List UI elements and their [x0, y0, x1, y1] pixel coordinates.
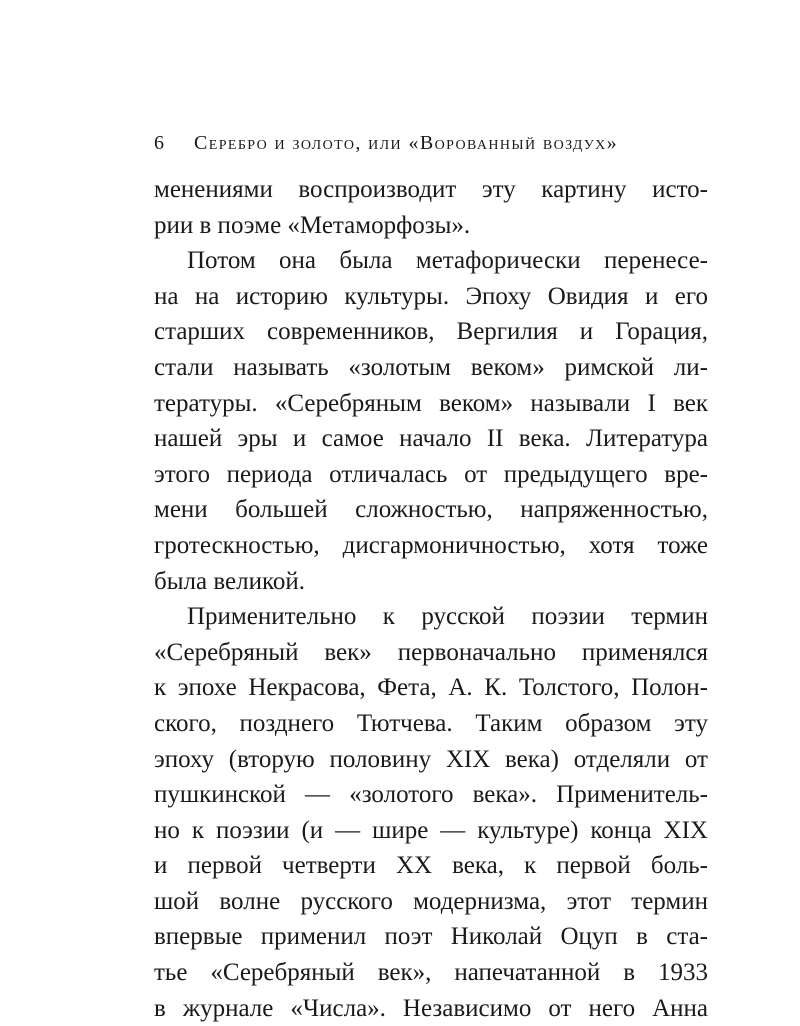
text-line: на на историю культуры. Эпоху Овидия и его [154, 282, 708, 310]
text-line: эпоху (вторую половину XIX века) отделяли от [154, 745, 708, 773]
text-line: тье «Серебряный век», напечатанной в 1933 [154, 959, 708, 987]
running-head [154, 128, 674, 158]
text-line: шой волне русского модернизма, этот термин [154, 887, 708, 915]
paragraph [154, 599, 708, 1026]
text-line: мени большей сложностью, напряженностью, [154, 496, 708, 524]
text-line: «Серебряный век» первоначально применялся [154, 638, 708, 666]
paragraph [154, 243, 708, 599]
text-line: нашей эры и самое начало II века. Литература [154, 425, 708, 453]
text-line: гротескностью, дисгармоничностью, хотя тоже [154, 531, 708, 559]
text-line: но к поэзии (и — шире — культуре) конца XIX [154, 816, 708, 844]
page-number: 6 [154, 132, 164, 154]
text-line: ского, позднего Тютчева. Таким образом эту [154, 709, 708, 737]
text-line: в журнале «Числа». Независимо от него Анна [154, 994, 708, 1022]
text-line: менениями воспроизводит эту картину исто- [154, 176, 708, 203]
text-line: этого периода отличалась от предыдущего вре- [154, 460, 708, 488]
paragraph [154, 172, 708, 243]
text-line: стали называть «золотым веком» римской ли- [154, 353, 708, 381]
text-line: Потом она была метафорически перенесе- [187, 247, 708, 275]
text-line: пушкинской — «золотого века». Применитель- [154, 781, 708, 809]
text-line: впервые применил поэт Николай Оцуп в ста- [154, 923, 708, 951]
body-text [154, 172, 708, 1026]
text-line: была великой. [154, 567, 305, 595]
text-line: Применительно к русской поэзии термин [187, 603, 708, 631]
text-line: тературы. «Серебряным веком» называли I век [154, 389, 708, 417]
text-line: рии в поэме «Метаморфозы». [154, 211, 471, 239]
text-line: старших современников, Вергилия и Горация, [154, 318, 708, 346]
text-line: и первой четверти XX века, к первой боль- [154, 852, 708, 880]
text-line: к эпохе Некрасова, Фета, А. К. Толстого, Полон- [154, 674, 708, 702]
running-head-title: Серебро и золото, или «Ворованный воздух» [194, 132, 619, 154]
